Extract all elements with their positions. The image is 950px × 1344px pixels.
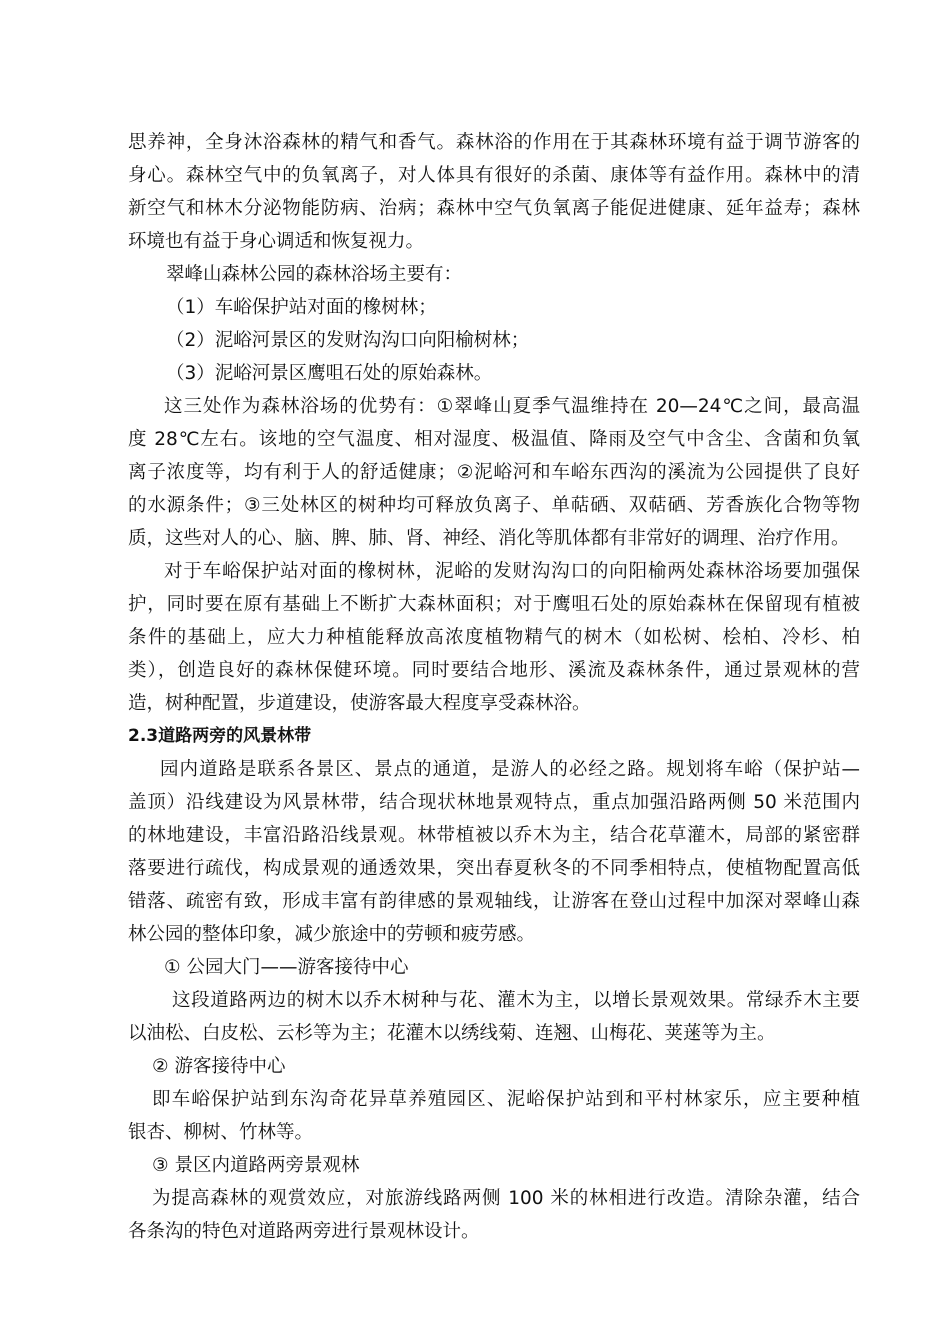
text-line: 离子浓度等，均有利于人的舒适健康；②泥峪河和车峪东西沟的溪流为公园提供了良好 <box>128 462 860 483</box>
text-line: 环境也有益于身心调适和恢复视力。 <box>128 231 425 252</box>
paragraph <box>128 390 860 555</box>
section-heading: 2.3道路两旁的风景林带 <box>128 726 312 746</box>
text-line: 盖顶）沿线建设为风景林带，结合现状林地景观特点，重点加强沿路两侧 50 米范围内 <box>128 792 860 813</box>
text-line: 错落、疏密有致，形成丰富有韵律感的景观轴线，让游客在登山过程中加深对翠峰山森 <box>128 891 860 912</box>
document-page <box>128 126 860 1248</box>
paragraph <box>128 1182 860 1248</box>
text-line: 身心。森林空气中的负氧离子，对人体具有很好的杀菌、康体等有益作用。森林中的清 <box>128 165 860 186</box>
text-line: 对于车峪保护站对面的橡树林，泥峪的发财沟沟口的向阳榆两处森林浴场要加强保 <box>164 561 860 582</box>
text-line: 的林地建设，丰富沿路沿线景观。林带植被以乔木为主，结合花草灌木，局部的紧密群 <box>128 825 860 846</box>
text-line: 类），创造良好的森林保健环境。同时要结合地形、溪流及森林条件，通过景观林的营 <box>128 660 860 681</box>
text-line: 这三处作为森林浴场的优势有：①翠峰山夏季气温维持在 20—24℃之间，最高温 <box>164 396 860 417</box>
paragraph <box>128 753 860 951</box>
text-line: 以油松、白皮松、云杉等为主；花灌木以绣线菊、连翘、山梅花、荚蒾等为主。 <box>128 1023 776 1044</box>
text-line: 各条沟的特色对道路两旁进行景观林设计。 <box>128 1221 480 1242</box>
text-line: 思养神，全身沐浴森林的精气和香气。森林浴的作用在于其森林环境有益于调节游客的 <box>128 132 860 153</box>
text-line: 新空气和林木分泌物能防病、治病；森林中空气负氧离子能促进健康、延年益寿；森林 <box>128 198 860 219</box>
paragraph <box>128 1083 860 1149</box>
subheading: ② 游客接待中心 <box>152 1056 286 1077</box>
text-line: 护，同时要在原有基础上不断扩大森林面积；对于鹰咀石处的原始森林在保留现有植被 <box>128 594 860 615</box>
text-line: 造，树种配置，步道建设，使游客最大程度享受森林浴。 <box>128 693 591 714</box>
text-line: 度 28℃左右。该地的空气温度、相对湿度、极温值、降雨及空气中含尘、含菌和负氧 <box>128 429 860 450</box>
subheading: ③ 景区内道路两旁景观林 <box>152 1155 360 1176</box>
text-line: 的水源条件；③三处林区的树种均可释放负离子、单萜硒、双萜硒、芳香族化合物等物 <box>128 495 860 516</box>
text-line: 质，这些对人的心、脑、脾、肺、肾、神经、消化等肌体都有非常好的调理、治疗作用。 <box>128 528 850 549</box>
list-item: （2）泥峪河景区的发财沟沟口向阳榆树林； <box>166 330 530 351</box>
paragraph <box>128 555 860 720</box>
text-line: 落要进行疏伐，构成景观的通透效果，突出春夏秋冬的不同季相特点，使植物配置高低 <box>128 858 860 879</box>
text-line: 园内道路是联系各景区、景点的通道，是游人的必经之路。规划将车峪（保护站— <box>160 759 860 780</box>
text-line: 条件的基础上，应大力种植能释放高浓度植物精气的树木（如松树、桧柏、冷杉、柏 <box>128 627 860 648</box>
list-item: （1）车峪保护站对面的橡树林； <box>166 297 437 318</box>
list-intro: 翠峰山森林公园的森林浴场主要有： <box>166 264 463 285</box>
text-line: 即车峪保护站到东沟奇花异草养殖园区、泥峪保护站到和平村林家乐，应主要种植 <box>152 1089 860 1110</box>
text-line: 这段道路两边的树木以乔木树种与花、灌木为主，以增长景观效果。常绿乔木主要 <box>172 990 860 1011</box>
paragraph <box>128 126 860 258</box>
list-item: （3）泥峪河景区鹰咀石处的原始森林。 <box>166 363 493 384</box>
subheading: ① 公园大门——游客接待中心 <box>164 957 409 978</box>
paragraph <box>128 984 860 1050</box>
text-line: 银杏、柳树、竹林等。 <box>128 1122 314 1143</box>
text-line: 林公园的整体印象，减少旅途中的劳顿和疲劳感。 <box>128 924 536 945</box>
text-line: 为提高森林的观赏效应，对旅游线路两侧 100 米的林相进行改造。清除杂灌，结合 <box>152 1188 860 1209</box>
